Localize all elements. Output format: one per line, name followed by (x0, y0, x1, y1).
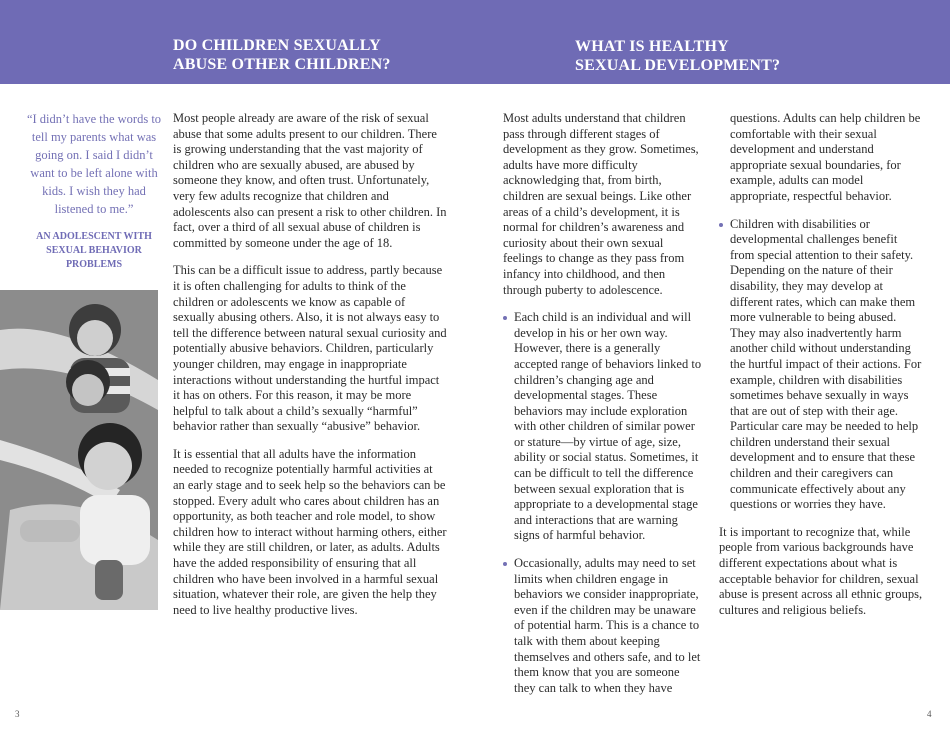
right-page-column-2 (719, 111, 923, 630)
left-page-body (173, 111, 447, 630)
closing-paragraph: It is important to recognize that, while people from various backgrounds have different expectations about what is acceptable behavior for children, sexual abuse is present across all ethnic groups, cultures and religious beliefs. (719, 524, 923, 617)
right-page-heading: WHAT IS HEALTHY SEXUAL DEVELOPMENT? (575, 38, 781, 74)
left-page-heading: DO CHILDREN SEXUALLY ABUSE OTHER CHILDREN? (173, 37, 391, 73)
photo-illustration (0, 290, 158, 610)
bullet-item: Children with disabilities or developmental challenges benefit from special attention to their safety. Depending on the nature of their disability, they may develop at different rates, which can make them more vulnerable to being abused. They may also inadvertently harm another child without understanding the hurtful impact of their actions. For example, children with disabilities sometimes behave sexually in ways that are out of step with their age. Particular care may be needed to help children understand their sexual development and to ensure that these children and their caregivers can communicate effectively about any questions or worries they have. (719, 217, 923, 513)
pull-quote (26, 110, 162, 272)
body-paragraph: This can be a difficult issue to address, partly because it is often challenging for adults to think of the children or adolescents we know as capable of sexually abusing others. Also, it is not always easy to tell the difference between natural sexual curiosity and potentially abusive behaviors. Children, particularly younger children, may engage in inappropriate interactions without understanding the hurtful impact it has on others. For this reason, it may be more helpful to talk about a child’s sexually “harmful” behavior rather than sexually “abusive” behavior. (173, 263, 447, 434)
body-paragraph: It is essential that all adults have the information needed to recognize potentially harmful activities at an early stage and to seek help so the behaviors can be stopped. Every adult who cares about children has an opportunity, as both teacher and role model, to show children how to interact without harming others, either while they are still children, or later, as adults. Adults have the added responsibility of ensuring that all children who have been involved in a harmful sexual situation, whatever their role, are given the help they need to live healthy productive lives. (173, 446, 447, 617)
header-banner (0, 0, 950, 84)
page-number-right: 4 (927, 709, 932, 719)
bullet-item: Each child is an individual and will develop in his or her own way. However, there is a generally accepted range of behaviors linked to children’s changing age and developmental stages. These behaviors may include exploration with other children of similar power or stature—by virtue of age, size, ability or social status. Sometimes, it can be difficult to tell the difference between sexual exploration that is appropriate to a developmental stage and interactions that are warning signs of harmful behavior. (503, 310, 703, 544)
body-paragraph: Most people already are aware of the risk of sexual abuse that some adults present to our children. There is growing understanding that the vast majority of children who are sexually abused, are abused by someone they know, and often trust. Unfortunately, very few adults recognize that children and adolescents also can present a risk to other children. In fact, over a third of all sexual abuse of children is committed by someone under the age of 18. (173, 111, 447, 250)
bullet-continuation: questions. Adults can help children be comfortable with their sexual development and understand appropriate sexual boundaries, for example, adults can model appropriate, respectful behavior. (730, 111, 921, 203)
bullet-item: Occasionally, adults may need to set limits when children engage in behaviors we consider inappropriate, even if the children may be unaware of potential harm. This is a chance to talk with them about keeping themselves and others safe, and to let them know that you are someone they can talk to when they have (503, 556, 703, 696)
page-number-left: 3 (15, 709, 20, 719)
quote-attribution: AN ADOLESCENT WITH SEXUAL BEHAVIOR PROBLEMS (36, 231, 152, 270)
bullet-list (719, 217, 923, 513)
children-on-slide-photo (0, 290, 158, 610)
pull-quote-text: “I didn’t have the words to tell my parents what was going on. I said I didn’t want to be left alone with kids. I wish they had listened to me.” (26, 112, 162, 216)
intro-paragraph: Most adults understand that children pass through different stages of development as they grow. Sometimes, adults have more difficulty acknowledging that, from birth, children are sexual beings. Like other areas of a child’s development, it is normal for children’s awareness and curiosity about their own sexual feelings to change as they pass from infancy into childhood, and then through puberty to adolescence. (503, 111, 699, 297)
right-page-column-1 (503, 111, 703, 708)
bullet-list (503, 310, 703, 696)
